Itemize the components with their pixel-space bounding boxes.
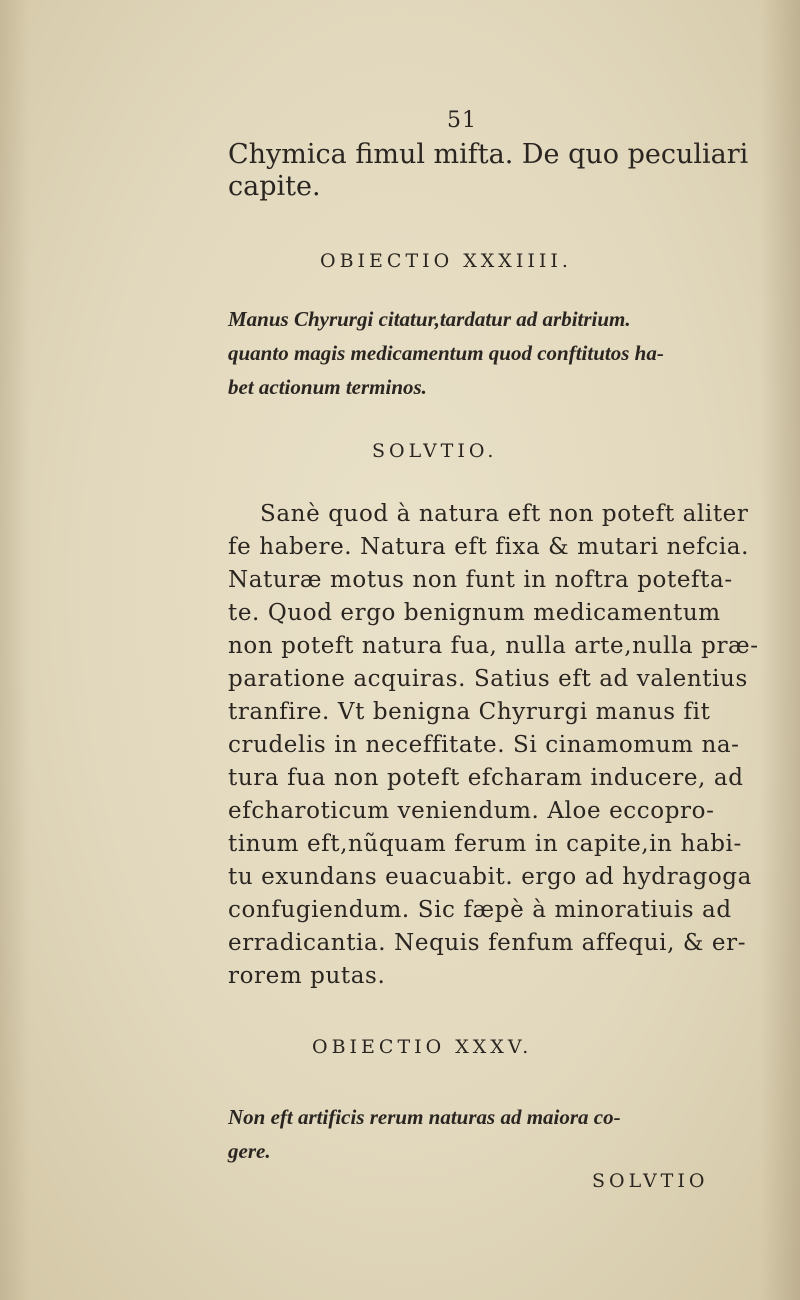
solutio-34-line-5: non poteft natura fua, nulla arte,nulla præ-: [228, 633, 759, 659]
solutio-34-line-8: crudelis in neceffitate. Si cinamomum na-: [228, 732, 740, 758]
objectio-34-line-2: quanto magis medicamentum quod conftitutos ha-: [228, 341, 664, 365]
solutio-34-line-13: confugiendum. Sic fæpè à minoratiuis ad: [228, 897, 732, 923]
objectio-34-line-3: bet actionum terminos.: [228, 375, 427, 399]
intro-line-2: capite.: [228, 171, 321, 202]
solutio-34-line-7: tranfire. Vt benigna Chyrurgi manus fit: [228, 699, 711, 725]
page-edge-shadow-right: [760, 0, 800, 1300]
objectio-34-line-1: Manus Chyrurgi citatur,tardatur ad arbitrium.: [228, 307, 631, 331]
solutio-34-line-1: Sanè quod à natura eft non poteft aliter: [260, 501, 749, 527]
intro-line-1: Chymica fimul mifta. De quo peculiari: [228, 139, 749, 170]
solutio-34-heading: SOLVTIO.: [372, 440, 498, 462]
solutio-34-line-3: Naturæ motus non funt in noftra potefta-: [228, 567, 733, 593]
page-number: 51: [447, 108, 477, 133]
solutio-34-line-11: tinum eft,nũquam ferum in capite,in habi-: [228, 831, 742, 857]
objectio-35-line-1: Non eft artificis rerum naturas ad maiora co-: [228, 1105, 621, 1129]
solutio-34-line-10: efcharoticum veniendum. Aloe eccopro-: [228, 798, 715, 824]
solutio-34-line-12: tu exundans euacuabit. ergo ad hydragoga: [228, 864, 752, 890]
page-edge-shadow-left: [0, 0, 30, 1300]
catchword: SOLVTIO: [592, 1170, 709, 1192]
objectio-34-heading: OBIECTIO XXXIIII.: [320, 250, 572, 272]
solutio-34-line-6: paratione acquiras. Satius eft ad valentius: [228, 666, 748, 692]
solutio-34-line-9: tura fua non poteft efcharam inducere, ad: [228, 765, 744, 791]
objectio-35-heading: OBIECTIO XXXV.: [312, 1036, 533, 1058]
solutio-34-line-2: fe habere. Natura eft fixa & mutari nefcia.: [228, 534, 749, 560]
solutio-34-line-14: erradicantia. Nequis fenfum affequi, & er-: [228, 930, 747, 956]
solutio-34-line-15: rorem putas.: [228, 963, 386, 989]
solutio-34-line-4: te. Quod ergo benignum medicamentum: [228, 600, 721, 626]
objectio-35-line-2: gere.: [228, 1139, 271, 1163]
